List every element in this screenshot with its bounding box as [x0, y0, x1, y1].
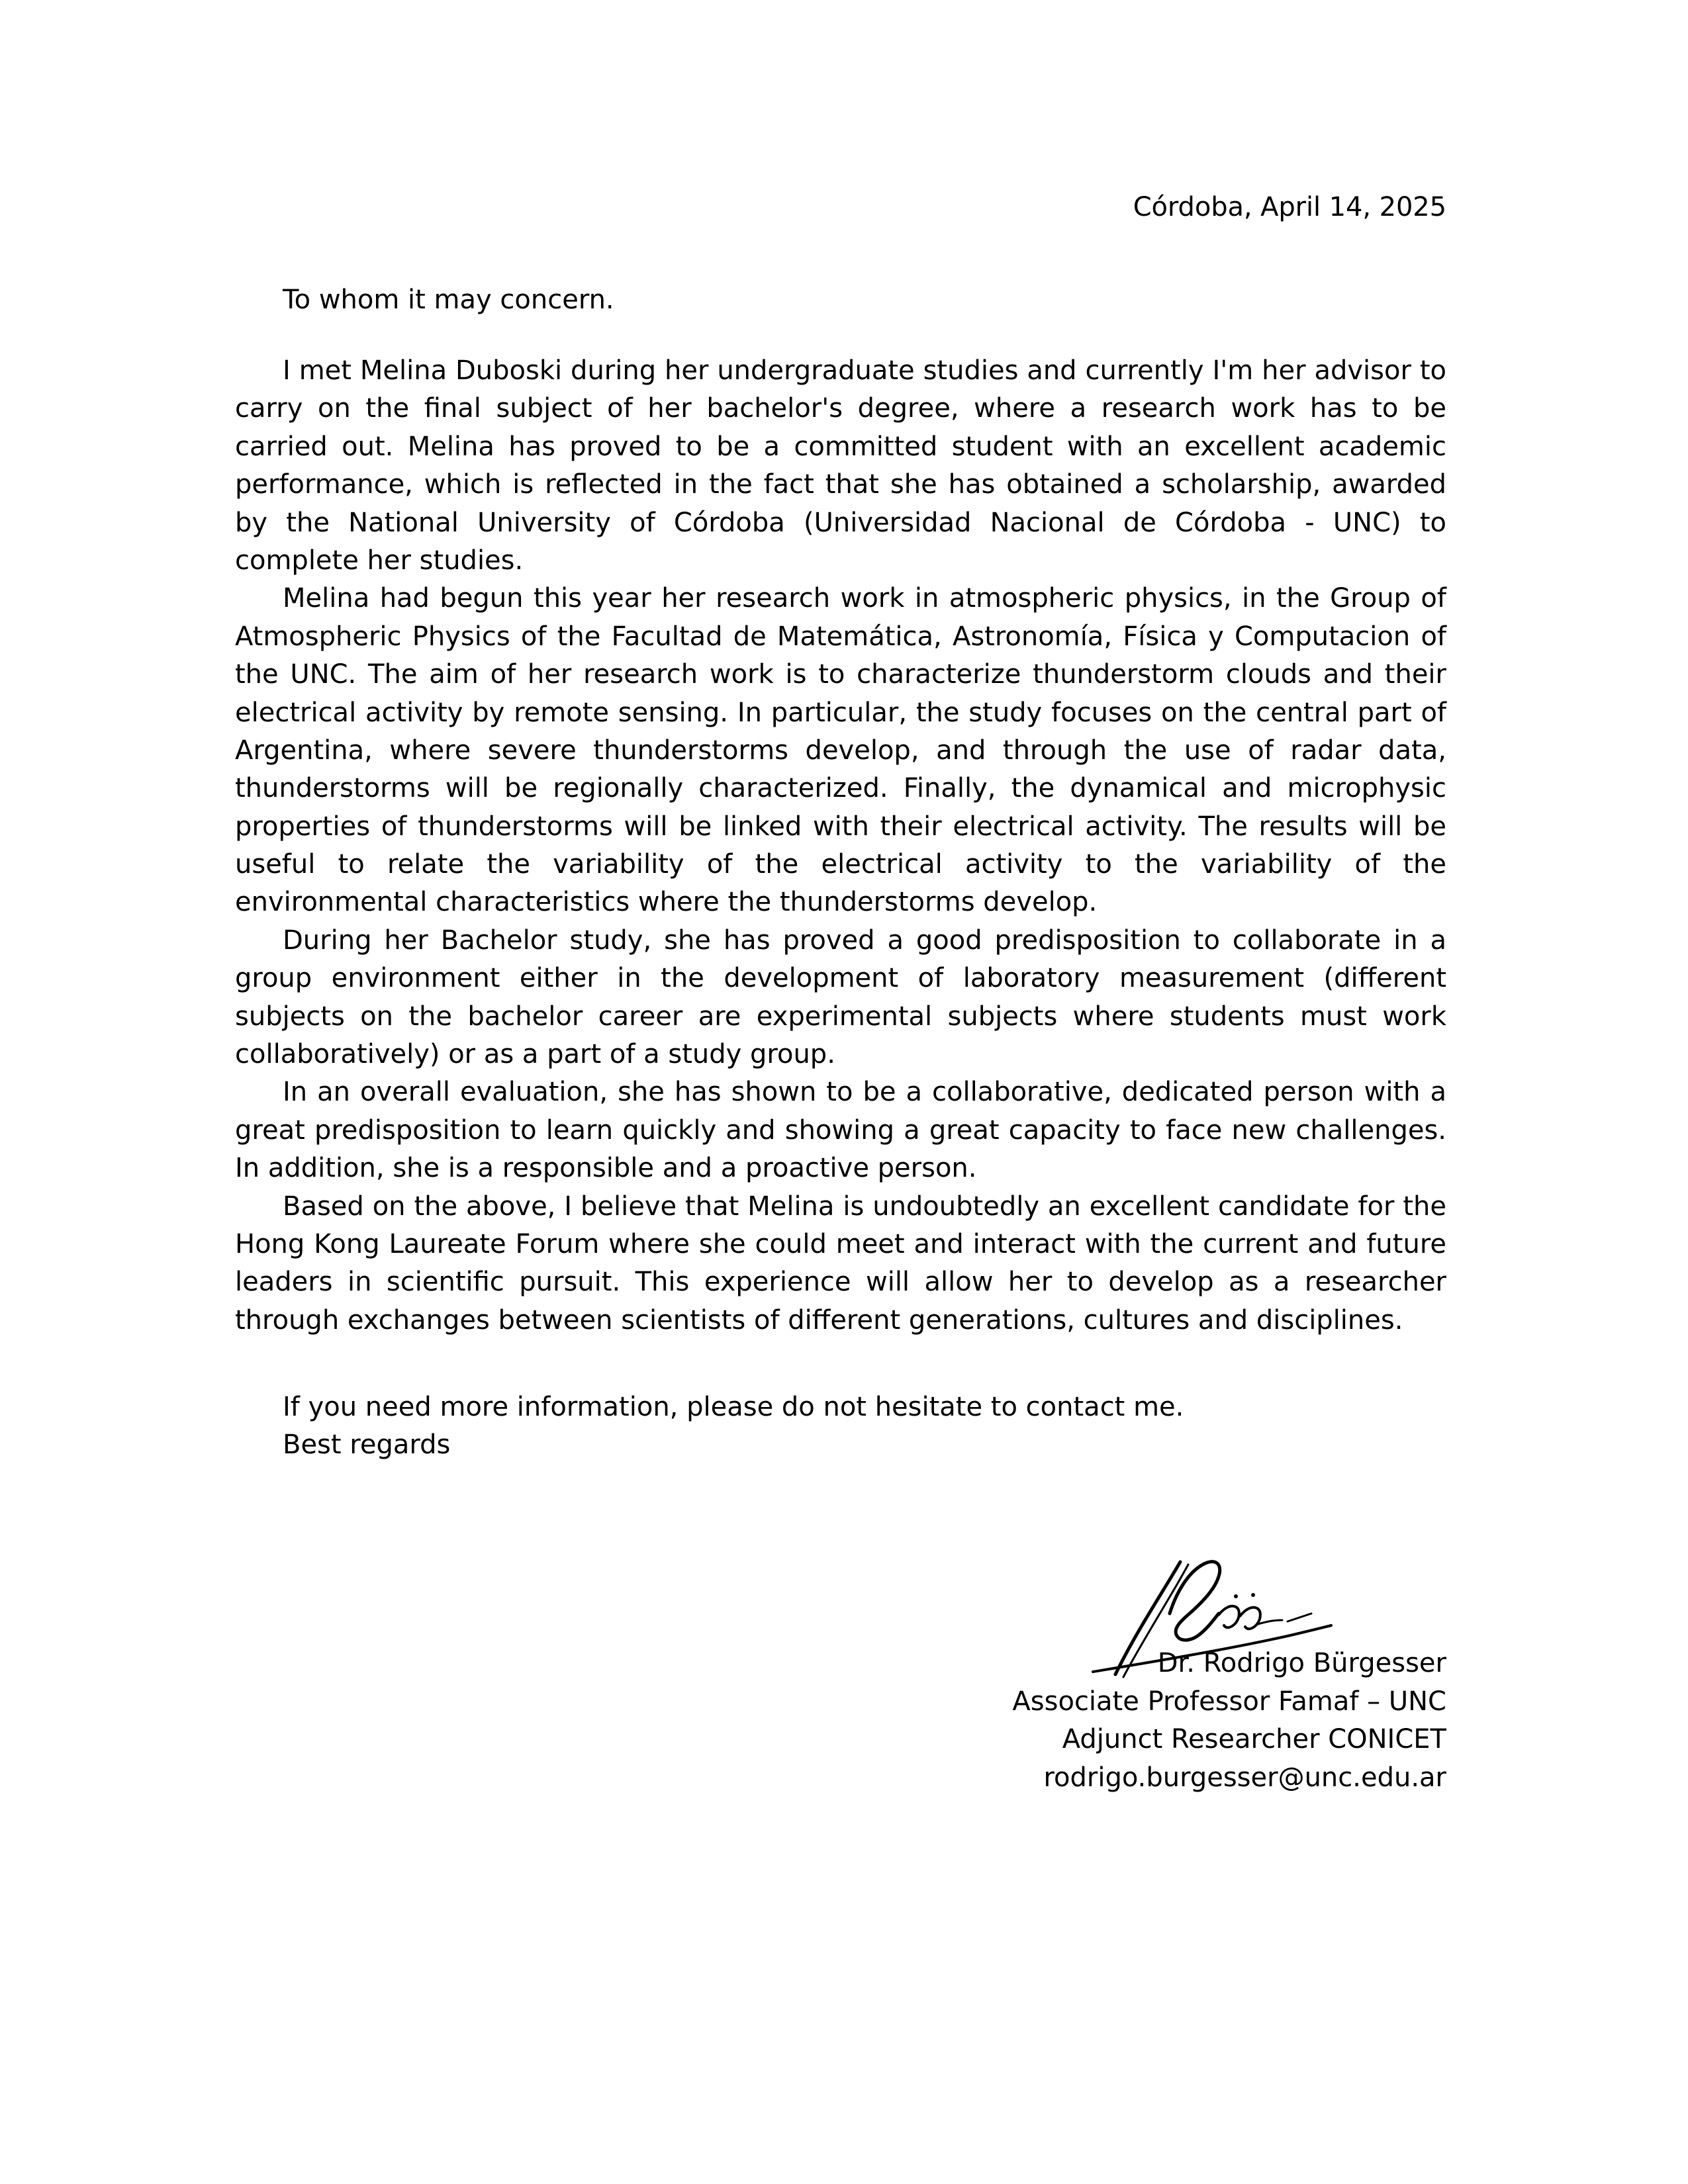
body-paragraph: In an overall evaluation, she has shown to be a collaborative, dedicated person with a great predisposition to learn quickly and showing a great capacity to face new challenges. In addition, she is a responsible and a proactive person.: [235, 1077, 1446, 1184]
signer-affiliation: Adjunct Researcher CONICET: [1062, 1724, 1446, 1755]
body-paragraph: Melina had begun this year her research work in atmospheric physics, in the Group of Atmospheric Physics of the Facultad de Matemática, Astronomía, Física y Computacion of the UNC. The aim of her research work is to characterize thunderstorm clouds and their electrical activity by remote sensing. In particular, the study focuses on the central part of Argentina, where severe thunderstorms develop, and through the use of radar data, thunderstorms will be regionally characterized. Finally, the dynamical and microphysic properties of thunderstorms will be linked with their electrical activity. The results will be useful to relate the variability of the electrical activity to the variability of the environmental characteristics where the thunderstorms develop.: [235, 583, 1446, 918]
signer-email: rodrigo.burgesser@unc.edu.ar: [1043, 1762, 1446, 1793]
body-paragraph: I met Melina Duboski during her undergraduate studies and currently I'm her advisor to carry on the final subject of her bachelor's degree, where a research work has to be carried out. Melina has proved to be a committed student with an excellent academic performance, which is reflected in the fact that she has obtained a scholarship, awarded by the National University of Córdoba (Universidad Nacional de Córdoba - UNC) to complete her studies.: [235, 355, 1446, 576]
date-line: Córdoba, April 14, 2025: [1133, 192, 1446, 222]
body-paragraph: Based on the above, I believe that Melina is undoubtedly an excellent candidate for the Hong Kong Laureate Forum where she could meet and interact with the current and future leaders in scientific pursuit. This experience will allow her to develop as a researcher through exchanges between scientists of different generations, cultures and disciplines.: [235, 1191, 1446, 1336]
signer-title: Associate Professor Famaf – UNC: [1012, 1686, 1446, 1717]
best-regards-line: Best regards: [283, 1430, 451, 1461]
letter-body: [235, 352, 1446, 1340]
contact-line: If you need more information, please do not hesitate to contact me.: [283, 1392, 1184, 1423]
closing-block: [235, 1388, 1446, 1464]
signer-name: Dr. Rodrigo Bürgesser: [1157, 1648, 1446, 1678]
salutation: To whom it may concern.: [283, 285, 614, 315]
body-paragraph: During her Bachelor study, she has proved a good predisposition to collaborate in a group environment either in the development of laboratory measurement (different subjects on the bachelor career are experimental subjects where students must work collaboratively) or as a part of a study group.: [235, 925, 1446, 1070]
signature-text-block: [0, 1645, 1446, 1797]
letter-content: [235, 0, 1446, 1465]
